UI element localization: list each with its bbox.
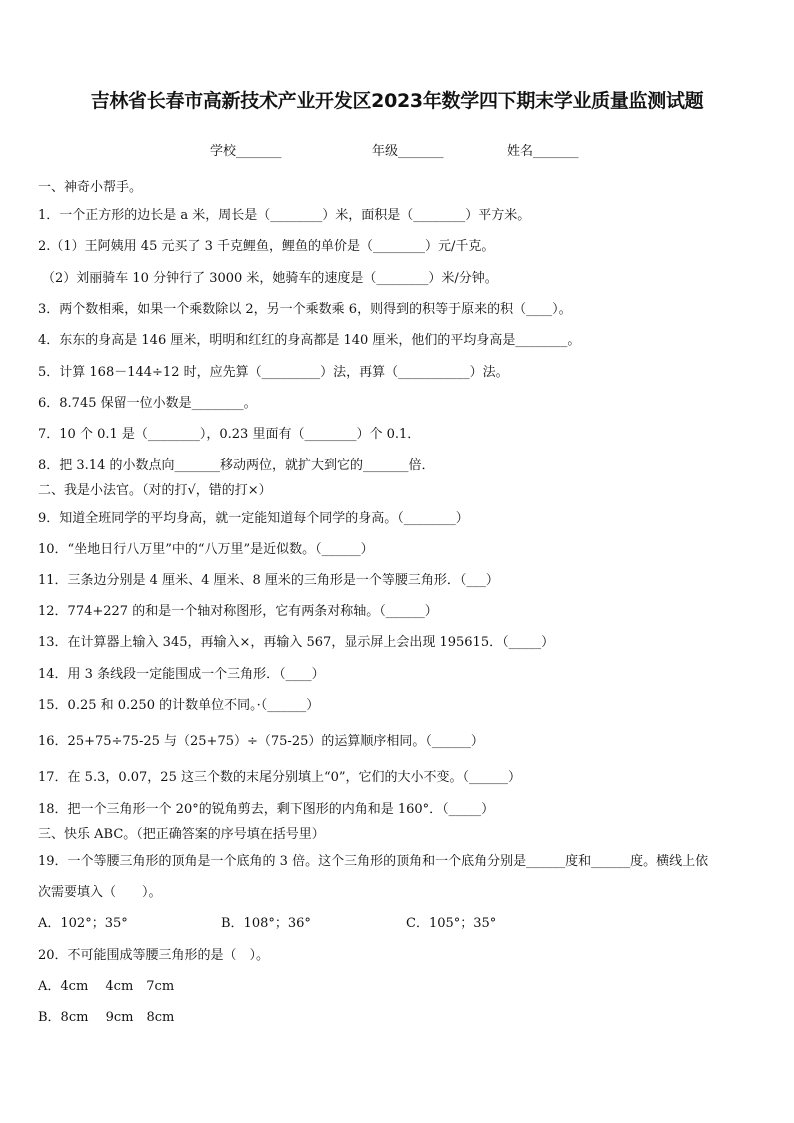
question-13: 13．在计算器上输入 345，再输入×，再输入 567，显示屏上会出现 195615．（_____） bbox=[38, 635, 555, 650]
section-heading-3: 三、快乐 ABC。（把正确答案的序号填在括号里） bbox=[38, 827, 325, 842]
question-9: 9．知道全班同学的平均身高，就一定能知道每个同学的身高。（________） bbox=[38, 511, 469, 526]
question-1: 1．一个正方形的边长是 a 米，周长是（________）米，面积是（________）平方米。 bbox=[38, 208, 531, 223]
q19-option-a: A．102°；35° bbox=[38, 916, 128, 931]
question-16: 16．25+75÷75-25 与（25+75）÷（75-25）的运算顺序相同。（______） bbox=[38, 734, 484, 749]
question-19-line1: 19．一个等腰三角形的顶角是一个底角的 3 倍。这个三角形的顶角和一个底角分别是______度和______度。横线上依 bbox=[38, 854, 709, 869]
school-field: 学校_______ bbox=[210, 144, 282, 159]
question-20: 20．不可能围成等腰三角形的是（ ）。 bbox=[38, 948, 270, 963]
question-2a: 2.（1）王阿姨用 45 元买了 3 千克鲤鱼，鲤鱼的单价是（________）元/千克。 bbox=[38, 239, 495, 254]
section-heading-1: 一、神奇小帮手。 bbox=[38, 180, 143, 195]
question-17: 17．在 5.3，0.07，25 这三个数的末尾分别填上“0”，它们的大小不变。（______） bbox=[38, 770, 522, 785]
name-field: 姓名_______ bbox=[507, 144, 579, 159]
q19-option-c: C．105°；35° bbox=[406, 916, 497, 931]
question-3: 3．两个数相乘，如果一个乘数除以 2，另一个乘数乘 6，则得到的积等于原来的积（____）。 bbox=[38, 302, 572, 317]
q19-option-b: B．108°；36° bbox=[221, 916, 311, 931]
q20-option-b: B．8cm 9cm 8cm bbox=[38, 1010, 175, 1025]
question-12: 12．774+227 的和是一个轴对称图形，它有两条对称轴。（______） bbox=[38, 604, 438, 619]
q20-option-a: A．4cm 4cm 7cm bbox=[38, 979, 175, 994]
question-2b: （2）刘丽骑车 10 分钟行了 3000 米，她骑车的速度是（________）米/分钟。 bbox=[42, 271, 498, 286]
page-title: 吉林省长春市高新技术产业开发区2023年数学四下期末学业质量监测试题 bbox=[90, 90, 704, 112]
grade-field: 年级_______ bbox=[372, 144, 444, 159]
question-6: 6．8.745 保留一位小数是________。 bbox=[38, 396, 257, 411]
question-15: 15．0.25 和 0.250 的计数单位不同。·（______） bbox=[38, 698, 320, 713]
question-7: 7．10 个 0.1 是（________），0.23 里面有（________）个 0.1． bbox=[38, 427, 421, 442]
question-4: 4．东东的身高是 146 厘米，明明和红红的身高都是 140 厘米，他们的平均身高是________。 bbox=[38, 333, 581, 348]
question-11: 11．三条边分别是 4 厘米、4 厘米、8 厘米的三角形是一个等腰三角形．（___） bbox=[38, 573, 499, 588]
question-14: 14．用 3 条线段一定能围成一个三角形．（____） bbox=[38, 667, 325, 682]
question-8: 8．把 3.14 的小数点向_______移动两位，就扩大到它的_______倍． bbox=[38, 458, 435, 473]
section-heading-2: 二、我是小法官。（对的打√，错的打×） bbox=[38, 483, 272, 498]
question-10: 10．“坐地日行八万里”中的“八万里”是近似数。（______） bbox=[38, 542, 374, 557]
question-5: 5．计算 168－144÷12 时，应先算（_________）法，再算（___________）法。 bbox=[38, 365, 509, 380]
question-19-line2: 次需要填入（ ）。 bbox=[38, 885, 162, 900]
question-18: 18．把一个三角形一个 20°的锐角剪去，剩下图形的内角和是 160°．（_____） bbox=[38, 802, 495, 817]
